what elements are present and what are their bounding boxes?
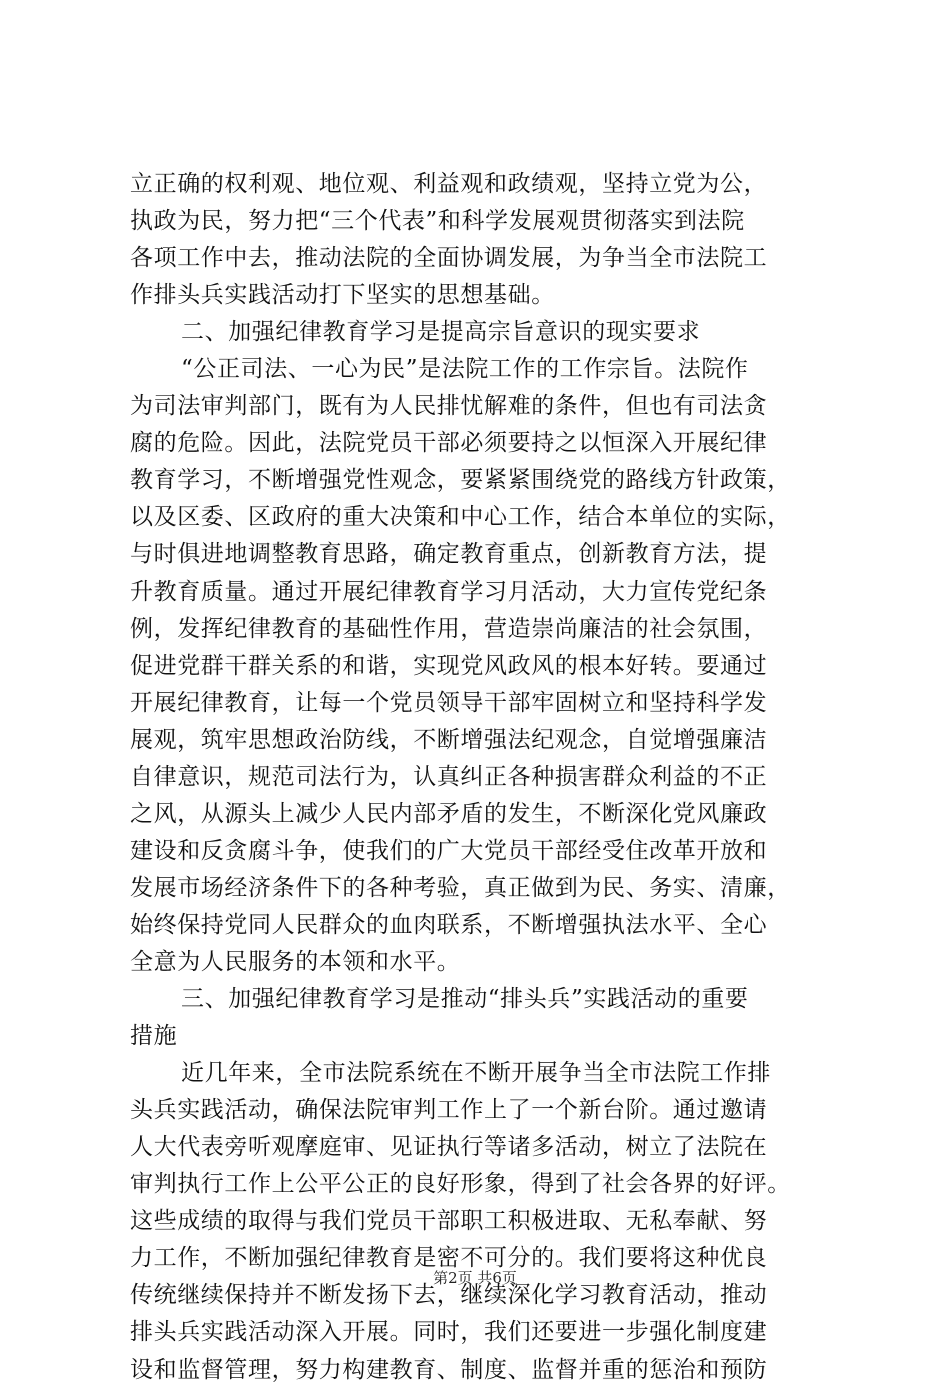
text-line: 建设和反贪腐斗争，使我们的广大党员干部经受住改革开放和: [130, 837, 768, 864]
text-line: 展观，筑牢思想政治防线，不断增强法纪观念，自觉增强廉洁: [130, 726, 768, 753]
text-line: 立正确的权利观、地位观、利益观和政绩观，坚持立党为公，: [130, 171, 768, 197]
text-line: 发展市场经济条件下的各种考验，真正做到为民、务实、清廉，: [130, 874, 791, 901]
text-line: 近几年来，全市法院系统在不断开展争当全市法院工作排: [181, 1060, 771, 1087]
text-line: 腐的危险。因此，法院党员干部必须要持之以恒深入开展纪律: [130, 430, 768, 457]
text-line: “公正司法、一心为民”是法院工作的工作宗旨。法院作: [181, 356, 749, 383]
text-line: 头兵实践活动，确保法院审判工作上了一个新台阶。通过邀请: [130, 1097, 768, 1124]
text-line: 排头兵实践活动深入开展。同时，我们还要进一步强化制度建: [130, 1319, 768, 1346]
text-line: 设和监督管理，努力构建教育、制度、监督并重的惩治和预防: [130, 1356, 768, 1383]
text-line: 开展纪律教育，让每一个党员领导干部牢固树立和坚持科学发: [130, 689, 768, 716]
text-line: 措施: [130, 1023, 178, 1050]
text-line: 为司法审判部门，既有为人民排忧解难的条件，但也有司法贪: [130, 393, 768, 420]
text-line: 这些成绩的取得与我们党员干部职工积极进取、无私奉献、努: [130, 1208, 768, 1235]
text-line: 始终保持党同人民群众的血肉联系，不断增强执法水平、全心: [130, 911, 768, 938]
text-line: 各项工作中去，推动法院的全面协调发展，为争当全市法院工: [130, 245, 768, 272]
text-line: 传统继续保持并不断发扬下去，继续深化学习教育活动，推动: [130, 1282, 768, 1309]
text-line: 全意为人民服务的本领和水平。: [130, 948, 461, 975]
text-line: 作排头兵实践活动打下坚实的思想基础。: [130, 282, 555, 309]
text-line: 与时俱进地调整教育思路，确定教育重点，创新教育方法，提: [130, 541, 768, 568]
text-line: 以及区委、区政府的重大决策和中心工作，结合本单位的实际，: [130, 504, 791, 531]
text-line: 审判执行工作上公平公正的良好形象，得到了社会各界的好评。: [130, 1171, 791, 1198]
text-line: 例，发挥纪律教育的基础性作用，营造崇尚廉洁的社会氛围，: [130, 615, 768, 642]
text-line: 促进党群干群关系的和谐，实现党风政风的根本好转。要通过: [130, 652, 768, 679]
text-line: 自律意识，规范司法行为，认真纠正各种损害群众利益的不正: [130, 763, 768, 790]
text-line: 之风，从源头上减少人民内部矛盾的发生，不断深化党风廉政: [130, 800, 768, 827]
text-line: 执政为民，努力把“三个代表”和科学发展观贯彻落实到法院: [130, 208, 745, 235]
text-line: 人大代表旁听观摩庭审、见证执行等诸多活动，树立了法院在: [130, 1134, 768, 1161]
page-number: 第2页 共6页: [433, 1269, 517, 1287]
section-heading: 三、加强纪律教育学习是推动“排头兵”实践活动的重要: [181, 986, 749, 1013]
text-line: 升教育质量。通过开展纪律教育学习月活动，大力宣传党纪条: [130, 578, 768, 605]
text-line: 力工作，不断加强纪律教育是密不可分的。我们要将这种优良: [130, 1245, 768, 1272]
section-heading: 二、加强纪律教育学习是提高宗旨意识的现实要求: [181, 319, 701, 346]
text-line: 教育学习，不断增强党性观念，要紧紧围绕党的路线方针政策，: [130, 467, 791, 494]
document-body: [130, 166, 830, 1389]
